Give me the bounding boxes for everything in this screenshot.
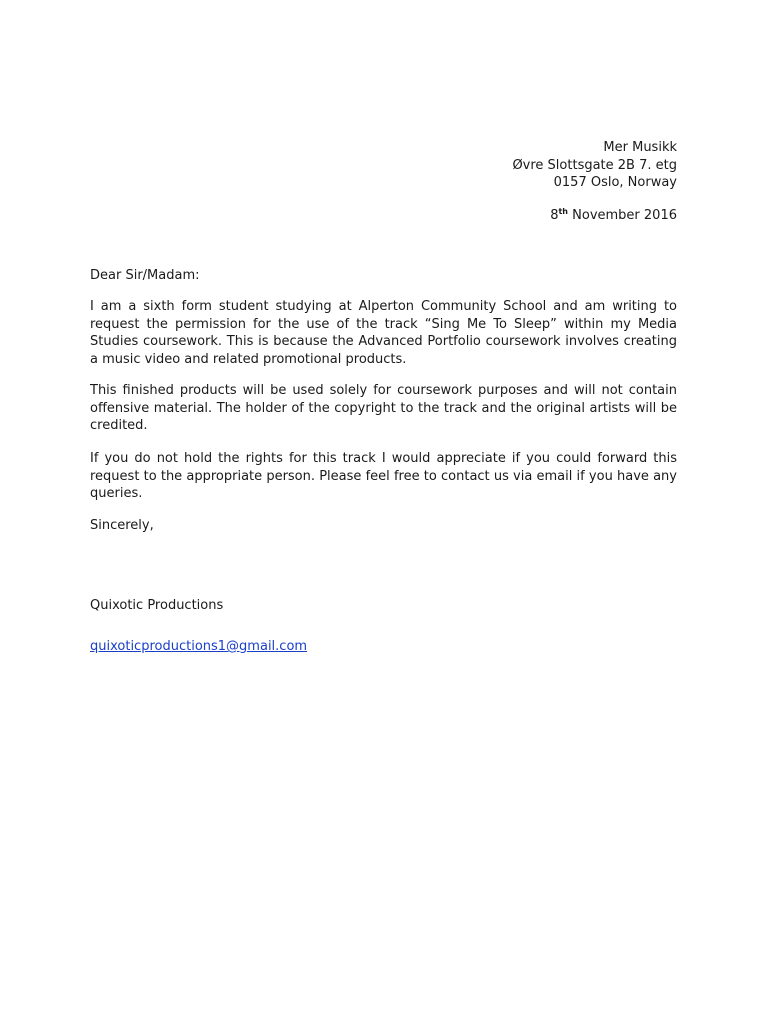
recipient-city: 0157 Oslo, Norway	[553, 175, 677, 190]
salutation: Dear Sir/Madam:	[90, 268, 200, 283]
recipient-name: Mer Musikk	[603, 140, 677, 155]
paragraph-usage: This finished products will be used solely for coursework purposes and will not contain offensive material. The holder of the copyright to the track and the original artists will be credited.	[90, 383, 677, 433]
signature: Quixotic Productions	[90, 598, 224, 613]
letter-date	[550, 207, 677, 225]
paragraph-request: I am a sixth form student studying at Alperton Community School and am writing to request the permission for the use of the track “Sing Me To Sleep” within my Media Studies coursework. This is because the Advanced Portfolio coursework involves creating a music video and related promotional products.	[90, 299, 677, 367]
recipient-address	[512, 139, 677, 192]
date-suffix: th	[558, 207, 569, 216]
date-day: 8	[550, 208, 559, 223]
date-month-year: November 2016	[568, 208, 677, 223]
paragraph-forward: If you do not hold the rights for this track I would appreciate if you could forward this request to the appropriate person. Please feel free to contact us via email if you have any queries.	[90, 451, 677, 501]
closing: Sincerely,	[90, 518, 154, 533]
email-link[interactable]: quixoticproductions1@gmail.com	[90, 639, 308, 654]
recipient-street: Øvre Slottsgate 2B 7. etg	[512, 157, 677, 173]
